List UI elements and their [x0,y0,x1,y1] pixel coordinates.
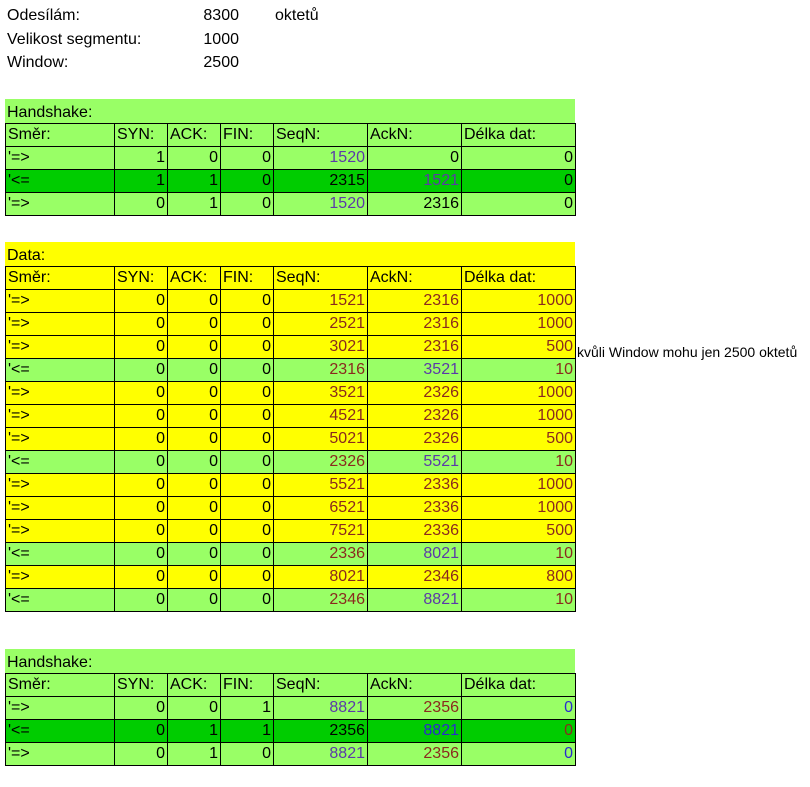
cell-fin: 1 [221,720,274,743]
cell-ack: 0 [168,520,221,543]
cell-dir: '<= [6,589,115,612]
cell-ack: 0 [168,405,221,428]
table-row [6,405,576,428]
cell-len: 10 [462,359,576,382]
cell-fin: 0 [221,520,274,543]
cell-fin: 0 [221,405,274,428]
cell-ackn: 2326 [368,382,462,405]
cell-seq: 3521 [274,382,368,405]
cell-ackn: 0 [368,147,462,170]
table-row [6,359,576,382]
cell-ackn: 2316 [368,313,462,336]
table-row [6,336,576,359]
section-title: Data: [5,242,575,266]
cell-dir: '=> [6,566,115,589]
cell-dir: '=> [6,474,115,497]
cell-len: 0 [462,697,576,720]
section-title: Handshake: [5,99,575,123]
cell-ack: 0 [168,336,221,359]
cell-dir: '=> [6,193,115,216]
cell-seq: 8021 [274,566,368,589]
column-header: Směr: [6,267,115,290]
cell-len: 1000 [462,382,576,405]
cell-syn: 0 [115,451,168,474]
cell-seq: 2521 [274,313,368,336]
cell-ackn: 2356 [368,743,462,766]
cell-fin: 0 [221,193,274,216]
cell-dir: '=> [6,743,115,766]
info-label: Odesílám: [7,7,80,24]
cell-len: 500 [462,336,576,359]
cell-ack: 1 [168,170,221,193]
column-header: ACK: [168,124,221,147]
cell-ackn: 2316 [368,336,462,359]
cell-seq: 5521 [274,474,368,497]
table-row [6,520,576,543]
cell-len: 10 [462,543,576,566]
cell-ack: 1 [168,193,221,216]
cell-fin: 0 [221,336,274,359]
column-header: Délka dat: [462,124,576,147]
cell-dir: '=> [6,520,115,543]
cell-fin: 0 [221,474,274,497]
cell-ackn: 2336 [368,520,462,543]
cell-len: 800 [462,566,576,589]
section-title: Handshake: [5,649,575,673]
table-header-row [6,124,576,147]
cell-ack: 0 [168,147,221,170]
info-value: 2500 [203,54,239,71]
column-header: ACK: [168,267,221,290]
table-row [6,474,576,497]
cell-seq: 2326 [274,451,368,474]
column-header: Délka dat: [462,674,576,697]
info-value: 8300 [203,7,239,24]
cell-seq: 7521 [274,520,368,543]
cell-seq: 1521 [274,290,368,313]
column-header: SYN: [115,267,168,290]
cell-fin: 0 [221,382,274,405]
cell-dir: '=> [6,290,115,313]
cell-syn: 0 [115,428,168,451]
handshake-close-section [5,649,575,766]
cell-fin: 0 [221,428,274,451]
cell-ack: 1 [168,743,221,766]
column-header: Směr: [6,674,115,697]
cell-seq: 3021 [274,336,368,359]
cell-len: 10 [462,589,576,612]
cell-ackn: 2326 [368,405,462,428]
cell-seq: 2316 [274,359,368,382]
cell-dir: '=> [6,336,115,359]
column-header: SeqN: [274,674,368,697]
column-header: FIN: [221,124,274,147]
cell-syn: 0 [115,382,168,405]
cell-len: 0 [462,193,576,216]
table-row [6,382,576,405]
cell-len: 1000 [462,474,576,497]
cell-len: 500 [462,520,576,543]
cell-len: 1000 [462,405,576,428]
cell-ackn: 8821 [368,589,462,612]
cell-ack: 0 [168,451,221,474]
window-note: kvůli Window mohu jen 2500 oktetů [577,344,798,360]
cell-dir: '=> [6,697,115,720]
column-header: Délka dat: [462,267,576,290]
cell-syn: 0 [115,359,168,382]
cell-ack: 0 [168,359,221,382]
cell-dir: '<= [6,359,115,382]
column-header: FIN: [221,267,274,290]
cell-len: 0 [462,720,576,743]
cell-syn: 0 [115,193,168,216]
cell-len: 0 [462,743,576,766]
cell-len: 500 [462,428,576,451]
cell-syn: 0 [115,697,168,720]
segment-table [5,266,576,612]
cell-syn: 0 [115,543,168,566]
cell-syn: 1 [115,170,168,193]
cell-seq: 8821 [274,697,368,720]
segment-table [5,123,576,216]
cell-ackn: 8021 [368,543,462,566]
cell-fin: 0 [221,147,274,170]
cell-seq: 5021 [274,428,368,451]
cell-dir: '<= [6,451,115,474]
cell-ackn: 2336 [368,474,462,497]
cell-ack: 0 [168,382,221,405]
cell-ack: 0 [168,313,221,336]
cell-ackn: 1521 [368,170,462,193]
cell-syn: 0 [115,405,168,428]
column-header: FIN: [221,674,274,697]
cell-seq: 2336 [274,543,368,566]
cell-ackn: 2346 [368,566,462,589]
cell-ackn: 2316 [368,193,462,216]
cell-ack: 0 [168,474,221,497]
cell-syn: 0 [115,290,168,313]
info-label: Window: [7,54,69,71]
cell-ackn: 8821 [368,720,462,743]
table-row [6,497,576,520]
cell-fin: 0 [221,359,274,382]
cell-syn: 0 [115,474,168,497]
table-row [6,743,576,766]
cell-len: 1000 [462,290,576,313]
cell-seq: 1520 [274,147,368,170]
segment-table [5,673,576,766]
cell-fin: 0 [221,589,274,612]
cell-dir: '=> [6,497,115,520]
column-header: AckN: [368,674,462,697]
cell-seq: 2315 [274,170,368,193]
column-header: AckN: [368,124,462,147]
cell-syn: 1 [115,147,168,170]
cell-syn: 0 [115,589,168,612]
cell-syn: 0 [115,566,168,589]
table-row [6,313,576,336]
column-header: SYN: [115,124,168,147]
cell-ackn: 3521 [368,359,462,382]
cell-fin: 0 [221,743,274,766]
table-row [6,589,576,612]
cell-ackn: 2336 [368,497,462,520]
cell-ack: 0 [168,697,221,720]
table-row [6,290,576,313]
cell-dir: '=> [6,313,115,336]
table-row [6,566,576,589]
table-header-row [6,267,576,290]
cell-fin: 0 [221,543,274,566]
cell-seq: 2346 [274,589,368,612]
info-label: Velikost segmentu: [7,31,142,48]
cell-len: 0 [462,170,576,193]
cell-dir: '=> [6,428,115,451]
cell-ackn: 2316 [368,290,462,313]
cell-ackn: 5521 [368,451,462,474]
cell-ack: 0 [168,566,221,589]
column-header: Směr: [6,124,115,147]
cell-seq: 2356 [274,720,368,743]
cell-dir: '=> [6,147,115,170]
cell-ack: 0 [168,543,221,566]
table-row [6,697,576,720]
cell-ack: 0 [168,428,221,451]
table-row [6,451,576,474]
handshake-open-section [5,99,575,216]
column-header: AckN: [368,267,462,290]
cell-syn: 0 [115,743,168,766]
cell-fin: 0 [221,451,274,474]
cell-syn: 0 [115,336,168,359]
info-value: 1000 [203,31,239,48]
table-row [6,428,576,451]
cell-ack: 0 [168,589,221,612]
cell-syn: 0 [115,497,168,520]
table-row [6,147,576,170]
table-row [6,170,576,193]
cell-seq: 4521 [274,405,368,428]
cell-syn: 0 [115,313,168,336]
cell-seq: 6521 [274,497,368,520]
cell-len: 1000 [462,497,576,520]
cell-ack: 1 [168,720,221,743]
column-header: SeqN: [274,124,368,147]
column-header: ACK: [168,674,221,697]
cell-fin: 0 [221,497,274,520]
column-header: SYN: [115,674,168,697]
cell-dir: '<= [6,720,115,743]
cell-len: 1000 [462,313,576,336]
table-row [6,720,576,743]
cell-ack: 0 [168,290,221,313]
table-row [6,193,576,216]
table-row [6,543,576,566]
cell-fin: 1 [221,697,274,720]
table-header-row [6,674,576,697]
cell-dir: '=> [6,382,115,405]
cell-syn: 0 [115,520,168,543]
cell-ack: 0 [168,497,221,520]
cell-seq: 8821 [274,743,368,766]
cell-dir: '<= [6,170,115,193]
cell-dir: '<= [6,543,115,566]
cell-len: 10 [462,451,576,474]
cell-fin: 0 [221,313,274,336]
column-header: SeqN: [274,267,368,290]
info-unit: oktetů [275,7,319,24]
cell-ackn: 2326 [368,428,462,451]
cell-dir: '=> [6,405,115,428]
cell-fin: 0 [221,170,274,193]
cell-syn: 0 [115,720,168,743]
data-section [5,242,575,612]
cell-ackn: 2356 [368,697,462,720]
cell-seq: 1520 [274,193,368,216]
cell-len: 0 [462,147,576,170]
cell-fin: 0 [221,566,274,589]
cell-fin: 0 [221,290,274,313]
